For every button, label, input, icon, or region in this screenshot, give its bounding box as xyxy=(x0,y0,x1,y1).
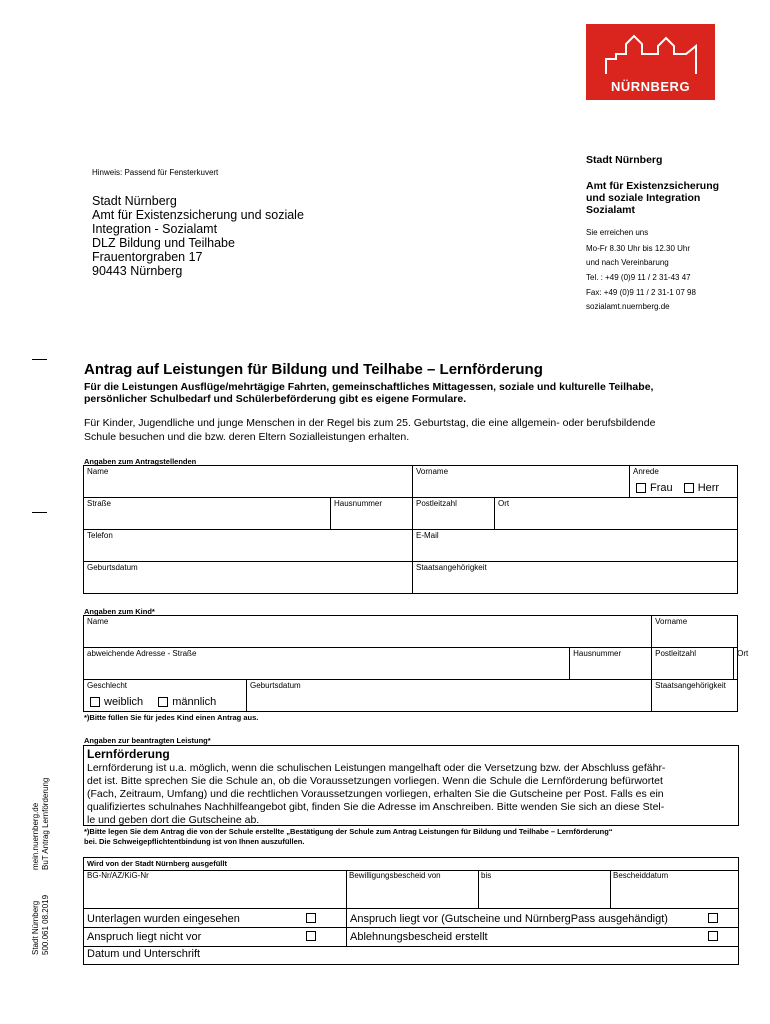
sender-office-line: und soziale Integration xyxy=(586,192,701,204)
side-web-line: mein.nuernberg.de xyxy=(31,802,40,870)
child-housenumber-field[interactable] xyxy=(570,648,652,680)
subtitle xyxy=(84,381,653,405)
envelope-hint: Hinweis: Passend für Fensterkuvert xyxy=(92,168,219,177)
fold-mark xyxy=(32,512,47,513)
recipient-line: DLZ Bildung und Teilhabe xyxy=(92,236,235,250)
office-claim-no-label: Anspruch liegt nicht vor xyxy=(87,931,202,943)
field-label: Telefon xyxy=(87,531,113,540)
field-label: Geschlecht xyxy=(87,681,128,690)
office-divider xyxy=(84,946,738,947)
field-label: Ort xyxy=(498,499,510,508)
field-label: abweichende Adresse - Straße xyxy=(87,649,197,658)
recipient-line: Stadt Nürnberg xyxy=(92,194,177,208)
applicant-salutation-field xyxy=(630,466,738,498)
sender-office xyxy=(586,180,719,216)
field-label: Name xyxy=(87,617,109,626)
office-date-field[interactable] xyxy=(610,870,738,908)
field-label: Hausnummer xyxy=(573,649,622,658)
sender-phone: Tel. : +49 (0)9 11 / 2 31-43 47 xyxy=(586,273,691,282)
sender-email[interactable]: sozialamt.nuernberg.de xyxy=(586,302,670,311)
service-text-line: qualifiziertes schulnahes Nachhilfeangebot gibt, finden Sie die Adresse im Anschreiben. Bitte wenden Sie sich an diese Stel- xyxy=(87,801,665,813)
child-address-field[interactable] xyxy=(84,648,570,680)
office-approval-field[interactable] xyxy=(346,870,479,908)
field-label: Bescheiddatum xyxy=(613,871,669,880)
fold-mark xyxy=(32,359,47,360)
page-title: Antrag auf Leistungen für Bildung und Teilhabe – Lernförderung xyxy=(84,361,543,378)
field-label: Hausnummer xyxy=(334,499,383,508)
checkbox-claim-no[interactable] xyxy=(306,931,316,941)
service-text-line: det ist. Bitte sprechen Sie die Schule an, ob die Voraussetzungen vorliegen. Wenn die Schule die Lernförderung befürwortet xyxy=(87,775,663,787)
child-birthdate-field[interactable] xyxy=(247,680,652,712)
child-gender-field xyxy=(84,680,247,712)
field-label: Vorname xyxy=(416,467,449,476)
checkbox-weiblich[interactable] xyxy=(90,697,100,707)
option-label: Herr xyxy=(697,482,720,494)
field-label: Name xyxy=(87,467,109,476)
field-label: Geburtsdatum xyxy=(250,681,301,690)
recipient-line: Amt für Existenzsicherung und soziale xyxy=(92,208,304,222)
office-fields-row xyxy=(84,870,738,909)
checkbox-maennlich[interactable] xyxy=(158,697,168,707)
child-firstname-field[interactable] xyxy=(652,616,738,648)
service-note xyxy=(84,827,613,847)
sender-hours: Mo-Fr 8.30 Uhr bis 12.30 Uhr xyxy=(586,244,691,253)
intro-line: Schule besuchen und die bzw. deren Eltern Sozialleistungen erhalten. xyxy=(84,431,410,443)
applicant-city-field[interactable] xyxy=(495,498,738,530)
child-table xyxy=(83,615,749,712)
side-code-line: Stadt Nürnberg xyxy=(31,900,40,955)
applicant-name-field[interactable] xyxy=(84,466,413,498)
office-bg-field[interactable] xyxy=(84,870,347,908)
field-label: Straße xyxy=(87,499,112,508)
field-label: E-Mail xyxy=(416,531,439,540)
side-code-line: 500.061 08.2019 xyxy=(41,894,50,955)
field-label: Bewilligungsbescheid von xyxy=(349,871,441,880)
city-logo xyxy=(586,24,715,100)
applicant-nationality-field[interactable] xyxy=(413,562,738,594)
logo-text: NÜRNBERG xyxy=(610,79,691,94)
checkbox-claim-yes[interactable] xyxy=(708,913,718,923)
applicant-email-field[interactable] xyxy=(413,530,738,562)
applicant-street-field[interactable] xyxy=(84,498,331,530)
field-label: Postleitzahl xyxy=(655,649,697,658)
recipient-address xyxy=(92,194,304,278)
sender-fax: Fax: +49 (0)9 11 / 2 31-1 07 98 xyxy=(586,288,696,297)
applicant-birthdate-field[interactable] xyxy=(84,562,413,594)
checkbox-documents[interactable] xyxy=(306,913,316,923)
subtitle-line: Für die Leistungen Ausflüge/mehrtägige Fahrten, gemeinschaftliches Mittagessen, soziale und kulturelle Teilhabe, xyxy=(84,381,654,393)
checkbox-rejection[interactable] xyxy=(708,931,718,941)
sender-office-line: Sozialamt xyxy=(586,204,636,216)
office-until-field[interactable] xyxy=(478,870,611,908)
subtitle-line: persönlicher Schulbedarf und Schülerbeförderung gibt es eigene Formulare. xyxy=(84,393,467,405)
child-note: *)Bitte füllen Sie für jedes Kind einen Antrag aus. xyxy=(84,713,259,722)
checkbox-herr[interactable] xyxy=(684,483,694,493)
option-label: Frau xyxy=(650,482,673,494)
recipient-line: 90443 Nürnberg xyxy=(92,264,183,278)
checkbox-frau[interactable] xyxy=(636,483,646,493)
field-label: bis xyxy=(481,871,492,880)
child-zip-field[interactable] xyxy=(652,648,734,680)
applicant-phone-field[interactable] xyxy=(84,530,413,562)
intro-line: Für Kinder, Jugendliche und junge Menschen in der Regel bis zum 25. Geburtstag, die eine allgemein- oder berufsbildende xyxy=(84,417,656,429)
sender-city: Stadt Nürnberg xyxy=(586,154,663,166)
applicant-zip-field[interactable] xyxy=(413,498,495,530)
sender-hours-extra: und nach Vereinbarung xyxy=(586,258,669,267)
field-label: BG-Nr/AZ/KiG-Nr xyxy=(87,871,149,880)
applicant-table xyxy=(83,465,738,594)
field-label: Staatsangehörigkeit xyxy=(655,681,726,690)
child-city-field[interactable] xyxy=(734,648,749,680)
intro-text xyxy=(84,416,655,444)
child-nationality-field[interactable] xyxy=(652,680,738,712)
child-heading: Angaben zum Kind* xyxy=(84,607,155,616)
service-heading: Angaben zur beantragten Leistung* xyxy=(84,736,211,745)
field-label: Anrede xyxy=(633,467,659,476)
office-divider xyxy=(84,927,738,928)
office-box xyxy=(83,857,739,965)
office-signature-label: Datum und Unterschrift xyxy=(87,948,201,960)
office-claim-yes-label: Anspruch liegt vor (Gutscheine und NürnbergPass ausgehändigt) xyxy=(350,913,668,925)
sender-office-line: Amt für Existenzsicherung xyxy=(586,180,720,192)
service-text-line: (Fach, Zeitraum, Umfang) und die rechtlichen Voraussetzungen vorliegen, erhalten Sie die Gutscheine per Post. Falls es ein xyxy=(87,788,664,800)
service-box xyxy=(83,745,739,826)
recipient-line: Frauentorgraben 17 xyxy=(92,250,203,264)
side-code xyxy=(31,895,51,955)
recipient-line: Integration - Sozialamt xyxy=(92,222,218,236)
option-label: männlich xyxy=(172,696,217,708)
service-text xyxy=(87,762,665,827)
field-label: Geburtsdatum xyxy=(87,563,138,572)
office-rejection-label: Ablehnungsbescheid erstellt xyxy=(350,931,488,943)
office-documents-label: Unterlagen wurden eingesehen xyxy=(87,913,240,925)
side-web xyxy=(31,778,51,870)
service-text-line: Lernförderung ist u.a. möglich, wenn die schulischen Leistungen mangelhaft oder die Versetzung bzw. der Abschluss gefähr- xyxy=(87,762,666,774)
side-web-line: BuT Antrag Lernförderung xyxy=(41,777,50,870)
field-label: Postleitzahl xyxy=(416,499,457,508)
applicant-heading: Angaben zum Antragstellenden xyxy=(84,457,197,466)
option-label: weiblich xyxy=(104,696,144,708)
service-note-line: bei. Die Schweigepflichtentbindung ist von Ihnen auszufüllen. xyxy=(84,837,305,846)
sender-reach: Sie erreichen uns xyxy=(586,228,649,237)
service-text-line: le und geben dort die Gutscheine ab. xyxy=(87,814,260,826)
service-note-line: *)Bitte legen Sie dem Antrag die von der Schule erstellte „Bestätigung der Schule zum Antrag Leistungen für Bildung und Teilhabe – Lernförderung“ xyxy=(84,827,613,836)
field-label: Staatsangehörigkeit xyxy=(416,563,487,572)
applicant-firstname-field[interactable] xyxy=(413,466,630,498)
field-label: Vorname xyxy=(655,617,688,626)
service-title: Lernförderung xyxy=(87,747,170,761)
child-name-field[interactable] xyxy=(84,616,652,648)
applicant-housenumber-field[interactable] xyxy=(331,498,413,530)
field-label: Ort xyxy=(737,649,749,658)
office-heading: Wird von der Stadt Nürnberg ausgefüllt xyxy=(87,859,227,868)
